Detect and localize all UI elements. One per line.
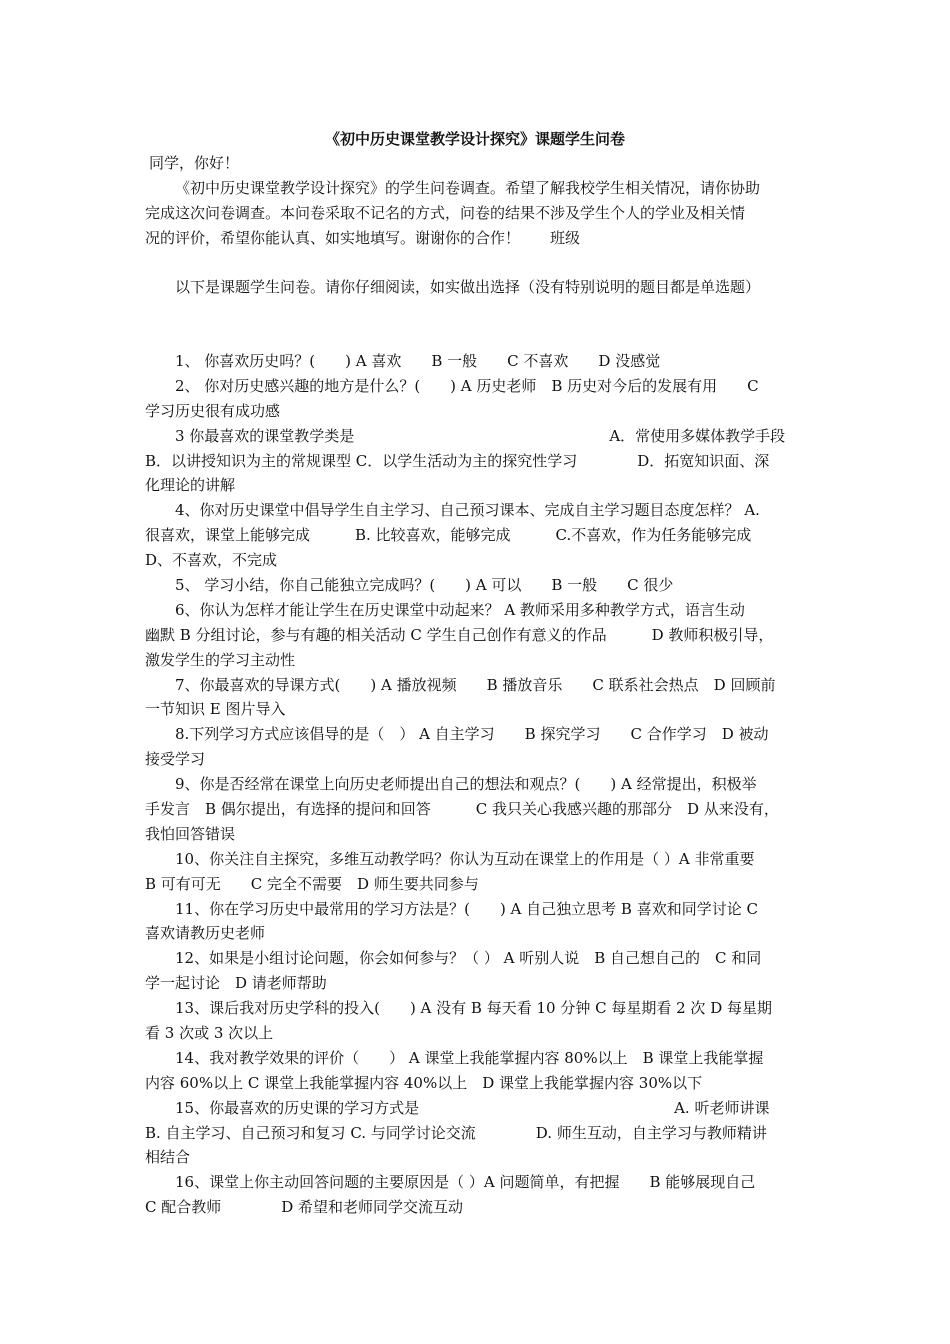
question-line: 内容 60%以上 C 课堂上我能掌握内容 40%以上 D 课堂上我能掌握内容 30%以下 [145,1074,703,1092]
question-line: C 配合教师 D 希望和老师同学交流互动 [145,1198,464,1216]
question-line: 11、你在学习历史中最常用的学习方法是？( ) A 自己独立思考 B 喜欢和同学讨论 C [175,900,758,918]
question-line: 8.下列学习方式应该倡导的是（ ） A 自主学习 B 探究学习 C 合作学习 D 被动 [175,725,769,743]
question-line: B 可有可无 C 完全不需要 D 师生要共同参与 [145,875,479,893]
question-line: 喜欢请教历史老师 [145,924,266,942]
question-line: D、不喜欢，不完成 [145,551,278,569]
question-line: 相结合 [145,1148,191,1166]
question-line: 很喜欢，课堂上能够完成 B. 比较喜欢，能够完成 C.不喜欢，作为任务能够完成 [145,526,752,544]
question-line: 5、 学习小结，你自己能独立完成吗？( ) A 可以 B 一般 C 很少 [175,576,674,594]
question-line: 学习历史很有成功感 [145,402,281,420]
question-line: 学一起讨论 D 请老师帮助 [145,974,327,992]
document-title: 《初中历史课堂教学设计探究》课题学生问卷 [324,130,625,148]
question-line: 一节知识 E 图片导入 [145,700,286,718]
question-line: 16、课堂上你主动回答问题的主要原因是（ ）A 问题简单，有把握 B 能够展现自己 [175,1173,756,1191]
question-line: 接受学习 [145,750,206,768]
question-line: B. 自主学习、自己预习和复习 C. 与同学讨论交流 D. 师生互动，自主学习与教师精讲 [145,1124,767,1142]
intro-line: 《初中历史课堂教学设计探究》的学生问卷调查。希望了解我校学生相关情况，请你协助 [175,179,761,197]
question-line: B．以讲授知识为主的常规课型 C．以学生活动为主的探究性学习 D．拓宽知识面、深 [145,452,770,470]
question-line: 看 3 次或 3 次以上 [145,1024,274,1042]
question-line: 10、你关注自主探究，多维互动教学吗？你认为互动在课堂上的作用是（ ）A 非常重要 [175,850,755,868]
question-line: 6、你认为怎样才能让学生在历史课堂中动起来？ A 教师采用多种教学方式，语言生动 [175,601,745,619]
question-line: 13、课后我对历史学科的投入( ) A 没有 B 每天看 10 分钟 C 每星期看 2 次 D 每星期 [175,999,773,1017]
question-line: 幽默 B 分组讨论，参与有趣的相关活动 C 学生自己创作有意义的作品 D 教师积极引导， [145,626,774,644]
greeting: 同学，你好！ [149,154,240,172]
question-line: 4、你对历史课堂中倡导学生自主学习、自己预习课本、完成自主学习题目态度怎样？ A. [175,501,760,519]
instruction: 以下是课题学生问卷。请你仔细阅读，如实做出选择（没有特别说明的题目都是单选题） [175,278,761,296]
question-line: 激发学生的学习主动性 [145,651,296,669]
question-line: 我怕回答错误 [145,825,236,843]
question-line: 1、 你喜欢历史吗？( ) A 喜欢 B 一般 C 不喜欢 D 没感觉 [175,352,661,370]
question-line: 3 你最喜欢的课堂教学类是 A．常使用多媒体教学手段 [175,427,786,445]
question-line: 化理论的讲解 [145,476,236,494]
question-line: 15、你最喜欢的历史课的学习方式是 A. 听老师讲课 [175,1099,770,1117]
intro-line: 完成这次问卷调查。本问卷采取不记名的方式，问卷的结果不涉及学生个人的学业及相关情 [145,204,746,222]
question-line: 2、 你对历史感兴趣的地方是什么？( ) A 历史老师 B 历史对今后的发展有用 C [175,377,759,395]
question-line: 7、你最喜欢的导课方式( ) A 播放视频 B 播放音乐 C 联系社会热点 D 回顾前 [175,676,776,694]
question-line: 手发言 B 偶尔提出，有选择的提问和回答 C 我只关心我感兴趣的那部分 D 从来没有， [145,800,779,818]
question-line: 14、我对教学效果的评价（ ） A 课堂上我能掌握内容 80%以上 B 课堂上我能掌握 [175,1049,764,1067]
question-line: 12、如果是小组讨论问题，你会如何参与？（ ） A 听别人说 B 自己想自己的 C 和同 [175,949,762,967]
question-line: 9、你是否经常在课堂上向历史老师提出自己的想法和观点？( ) A 经常提出，积极举 [175,775,757,793]
intro-line: 况的评价，希望你能认真、如实地填写。谢谢你的合作！ 班级 [145,229,581,247]
